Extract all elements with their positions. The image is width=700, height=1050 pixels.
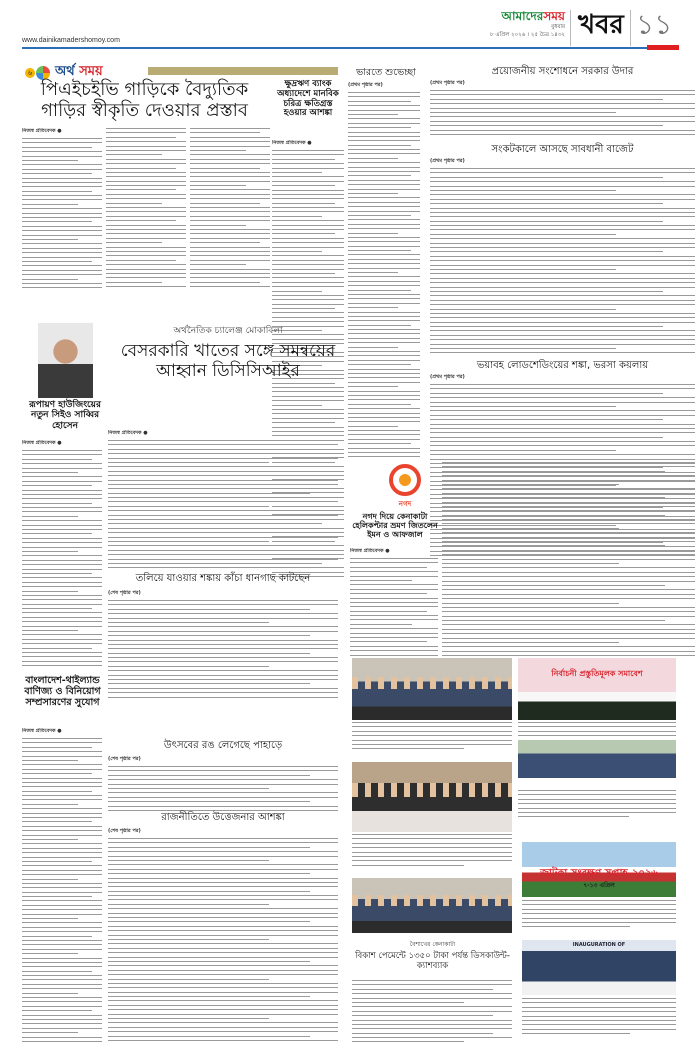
photo-conference-panel [352, 878, 512, 933]
section-name: অর্থ সময় [55, 64, 103, 79]
jatka-banner: জাটকা সংরক্ষণ সপ্তাহ-২০২৬ [540, 868, 658, 879]
lead-body-col1: নিজস্ব প্রতিবেদক ● [22, 128, 102, 288]
issue-date: ৮ এপ্রিল ২০২৬ । ২৫ চৈত্র ১৪৩২ [490, 32, 565, 38]
site-url[interactable]: www.dainikamadershomoy.com [22, 37, 120, 44]
loadshedding-headline[interactable]: ভয়াবহ লোডশেডিংয়ের শঙ্কা, ভরসা কয়লায় [476, 360, 649, 371]
rice-body: (শেষ পৃষ্ঠার পর) [108, 590, 338, 700]
microcredit-headline[interactable]: ক্ষুদ্রঋণ ব্যাংক অধ্যাদেশে মানবিক চরিত্র ক্ষতিগ্রস্ত হওয়ার আশঙ্কা [277, 79, 339, 119]
thailand-body: নিজস্ব প্রতিবেদক ● [22, 728, 102, 1043]
thailand-headline[interactable]: বাংলাদেশ-থাইল্যান্ড বাণিজ্য ও বিনিয়োগ সম্প্রসারণের সুযোগ [24, 675, 101, 708]
india-body: (প্রথম পৃষ্ঠার পর) [348, 82, 420, 457]
bkash-kicker: বৈশাখের কেনাকাটা [409, 941, 456, 948]
ceo-body: নিজস্ব প্রতিবেদক ● [22, 440, 102, 670]
nagad-logo-text: নগদ [398, 500, 412, 508]
festival-body: (শেষ পৃষ্ঠার পর) [108, 756, 338, 811]
festival-headline[interactable]: উৎসবের রঙ লেগেছে পাহাড়ে [163, 740, 283, 751]
caption-students-meeting [352, 834, 512, 874]
issue-day: বুধবার [551, 24, 565, 30]
brand-logo [410, 10, 565, 22]
masthead [0, 0, 700, 52]
nagad-body-cont [442, 462, 695, 657]
bkash-headline[interactable]: বিকাশ পেমেন্টে ১৩৫০ টাকা পর্যন্ত ডিসকাউন্ট-ক্যাশব্যাক [355, 951, 510, 971]
bkash-body [352, 980, 512, 1045]
budget-body: (প্রথম পৃষ্ঠার পর) [430, 158, 695, 355]
lead-body-col3 [190, 128, 270, 288]
caption-bank-ceremony [352, 722, 512, 757]
nagad-body: নিজস্ব প্রতিবেদক ● [350, 548, 438, 658]
nagad-logo-icon [385, 462, 425, 502]
lead-body-col2 [106, 128, 186, 288]
ceo-headline[interactable]: রূপায়ণ হাউজিংয়ের নতুন সিইও সাব্বির হোসেন [29, 400, 101, 431]
ceo-portrait [38, 323, 93, 398]
photo-jatka-week [522, 842, 676, 897]
header-rule [22, 47, 647, 49]
pie-chart-icon [36, 66, 50, 80]
photo-police-parade [518, 740, 676, 778]
brand-part2: সময় [543, 9, 565, 23]
nagad-headline[interactable]: নগদ দিয়ে কেনাকাটা হেলিকপ্টার ভ্রমণ জিতলেন ইমন ও আফজাল [352, 512, 438, 540]
section-title: খবর [578, 10, 624, 40]
logo-badge-icon: ৬ [25, 68, 35, 78]
microcredit-body: নিজস্ব প্রতিবেদক ● [272, 140, 344, 580]
loadshedding-body: (প্রথম পৃষ্ঠার পর) [430, 374, 695, 557]
rice-headline[interactable]: তলিয়ে যাওয়ার শঙ্কায় কাঁচা ধানগাছ কাটছেন [135, 573, 311, 584]
photo-election-rally [518, 658, 676, 720]
dccci-headline[interactable]: বেসরকারি খাতের সঙ্গে সমন্বয়ের আহ্বান ডিসিসিআইর [120, 341, 336, 381]
india-headline[interactable]: ভারতে শুভেচ্ছা [356, 67, 416, 78]
lead-headline[interactable]: পিএইচইভি গাড়িকে বৈদ্যুতিক গাড়ির স্বীকৃতি দেওয়ার প্রস্তাব [40, 79, 249, 121]
header-accent [647, 45, 679, 50]
caption-science-conference [518, 790, 676, 818]
brand-block [410, 10, 565, 40]
budget-headline[interactable]: সংকটকালে আসছে সাবধানী বাজেট [491, 144, 634, 155]
photo-inauguration [522, 940, 676, 995]
politics-body: (শেষ পৃষ্ঠার পর) [108, 828, 338, 1043]
dccci-body: নিজস্ব প্রতিবেদক ● [108, 430, 338, 570]
photo-students-meeting [352, 762, 512, 832]
page-number: ১১ [636, 8, 673, 41]
caption-jatka-week [522, 900, 676, 936]
politics-headline[interactable]: রাজনীতিতে উত্তেজনার আশঙ্কা [161, 812, 285, 823]
divider [570, 10, 571, 46]
caption-inauguration [522, 998, 676, 1043]
photo-bank-ceremony [352, 658, 512, 720]
inauguration-banner: INAUGURATION OF [572, 942, 626, 948]
dccci-kicker: অর্থনৈতিক চ্যালেঞ্জ মোকাবিলা [173, 326, 283, 336]
rally-banner: নির্বাচনী প্রস্তুতিমূলক সমাবেশ [551, 669, 643, 678]
brand-part1: আমাদের [501, 9, 544, 23]
amendment-body: (প্রথম পৃষ্ঠার পর) [430, 80, 695, 135]
section-bar [148, 67, 338, 75]
jatka-banner-sub: ৭-১৩ এপ্রিল [583, 882, 615, 889]
amendment-headline[interactable]: প্রয়োজনীয় সংশোধনে সরকার উদার [491, 66, 634, 77]
divider [630, 10, 631, 46]
